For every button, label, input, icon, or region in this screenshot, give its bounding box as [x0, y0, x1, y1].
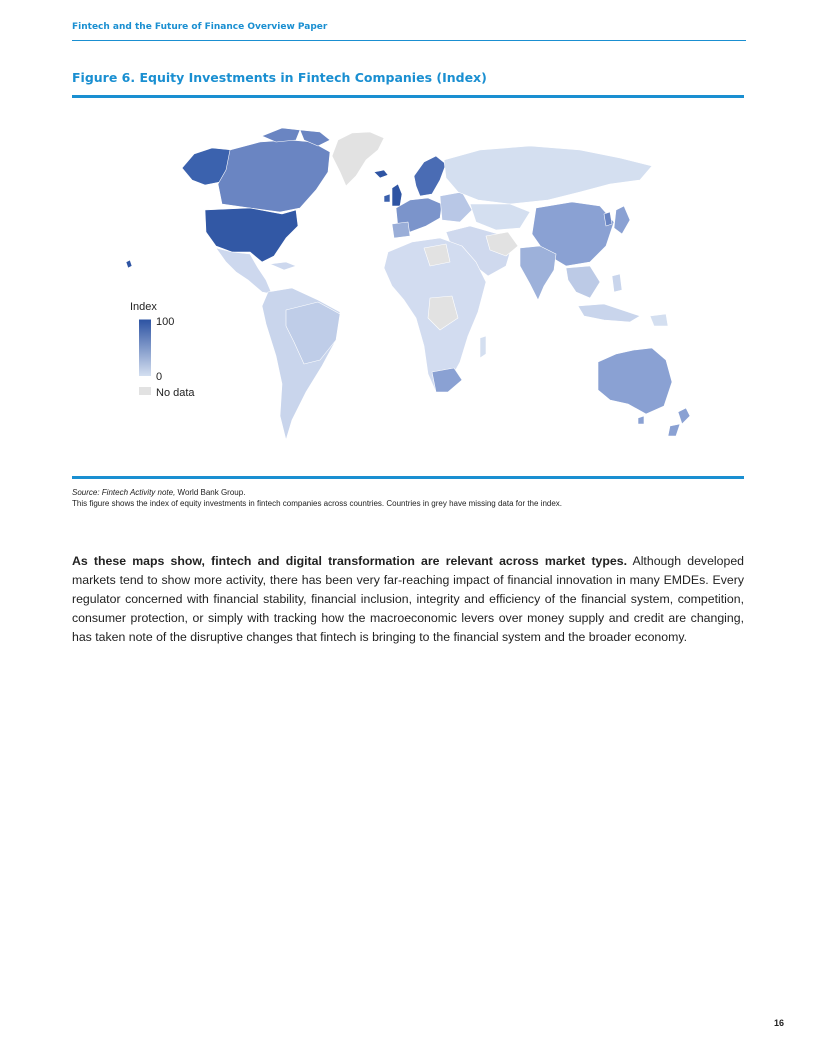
legend-title: Index	[130, 301, 157, 313]
iceland	[374, 170, 388, 178]
map-legend	[130, 301, 195, 399]
russia	[444, 146, 652, 204]
india	[520, 246, 556, 300]
figure-bottom-rule	[72, 476, 744, 479]
japan	[614, 206, 630, 234]
usa	[205, 208, 298, 262]
greenland	[332, 132, 384, 186]
caribbean	[270, 262, 296, 270]
central-asia	[470, 204, 530, 230]
figure-title-rule	[72, 95, 744, 98]
figure-title: Figure 6. Equity Investments in Fintech Companies (Index)	[72, 70, 487, 85]
source-label: Source: Fintech Activity note,	[72, 488, 176, 497]
header-rule	[72, 40, 746, 41]
uk	[392, 184, 402, 206]
legend-max-label: 100	[156, 316, 175, 328]
new-zealand	[668, 424, 680, 436]
png	[650, 314, 668, 326]
indonesia	[578, 304, 640, 322]
new-zealand	[678, 408, 690, 424]
world-map	[72, 100, 744, 475]
australia	[598, 348, 672, 414]
figure-source	[72, 487, 245, 498]
source-rest: World Bank Group.	[175, 488, 246, 497]
figure-note: This figure shows the index of equity investments in fintech companies across countries. Countries in grey have missing data for the index.	[72, 499, 563, 508]
ireland	[384, 194, 390, 202]
hawaii	[126, 260, 132, 268]
page-number: 16	[773, 1018, 784, 1028]
body-text: Although developed markets tend to show more activity, there has been very far-reaching impact of financial innovation in many EMDEs. Every regulator concerned with financial stability, financial inclusion, integrity and efficiency of the financial system, competition, consumer protection, or simply with tracking how the macroeconomic levers over money supply and credit are changing, has taken note of the disruptive changes that fintech is bringing to the financial system and the broader economy.	[72, 554, 744, 645]
legend-gradient-bar	[139, 320, 151, 376]
southeast-asia	[566, 266, 600, 298]
iberia	[392, 222, 410, 238]
canada-islands	[262, 128, 300, 142]
south-africa	[432, 368, 462, 392]
running-header: Fintech and the Future of Finance Overview Paper	[72, 22, 328, 32]
body-paragraph	[72, 552, 744, 647]
tasmania	[638, 416, 644, 424]
philippines	[612, 274, 622, 292]
scandinavia	[414, 156, 446, 196]
body-lead-sentence: As these maps show, fintech and digital transformation are relevant across market types.	[72, 554, 627, 569]
legend-min-label: 0	[156, 371, 163, 383]
canada	[218, 140, 330, 212]
legend-nodata-label: No data	[156, 387, 195, 399]
legend-nodata-swatch	[139, 387, 151, 395]
eastern-europe	[440, 192, 472, 222]
madagascar	[480, 336, 486, 358]
